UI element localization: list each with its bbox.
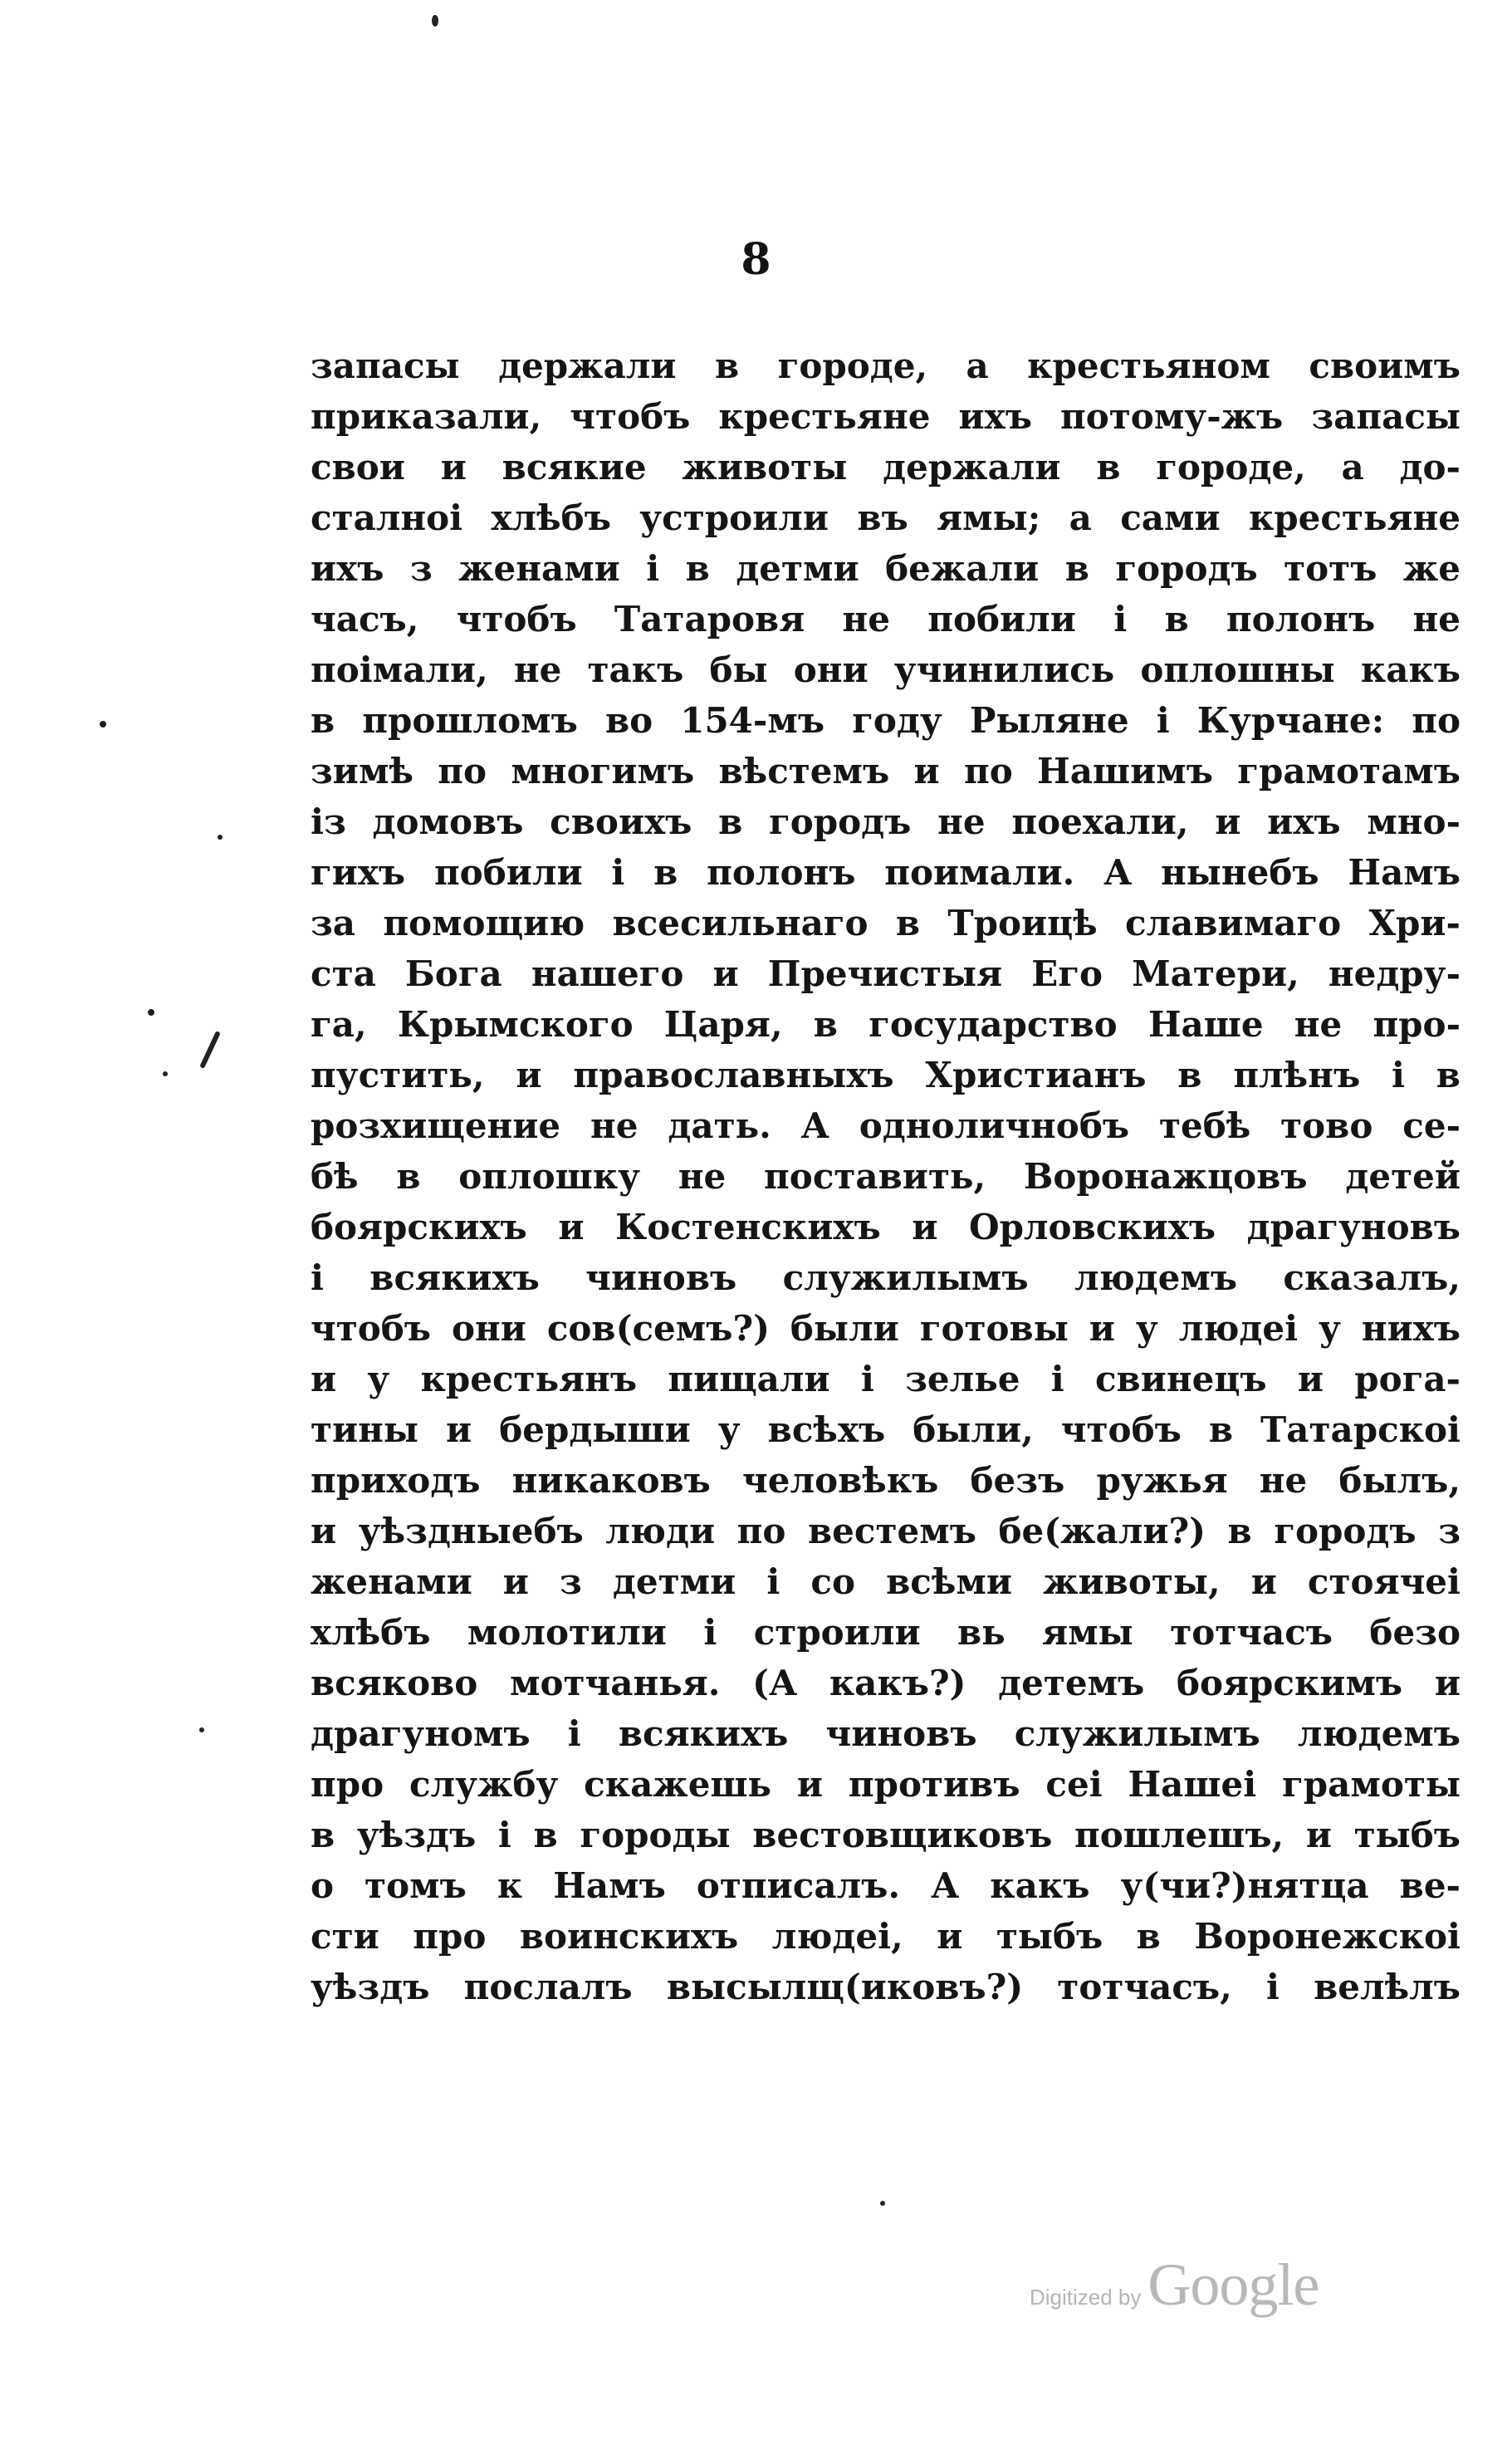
text-line: уѣздъ послалъ высылщ(иковъ?) тотчасъ, i велѣлъ: [311, 1967, 1461, 2007]
text-line: iз домовъ своихъ в городъ не поехали, и ихъ мно-: [311, 801, 1461, 842]
text-line: всяково мотчанья. (А какъ?) детемъ боярскимъ и: [311, 1663, 1461, 1703]
text-line: розхищение не дать. А одноличнобъ тебѣ тово се-: [311, 1105, 1461, 1146]
text-line: бѣ в оплошку не поставить, Воронажцовъ детей: [311, 1156, 1461, 1197]
text-line: свои и всякие животы держали в городе, а до-: [311, 447, 1461, 488]
text-line: пустить, и православныхъ Христианъ в плѣнъ i в: [311, 1055, 1461, 1095]
text-line: хлѣбъ молотили i строили вь ямы тотчасъ безо: [311, 1612, 1461, 1653]
scan-speck: [199, 1031, 221, 1069]
digitized-watermark: [1030, 2251, 1319, 2320]
text-line: тины и бердыши у всѣхъ были, чтобъ в Татарскоi: [311, 1409, 1461, 1450]
text-line: сталноi хлѣбъ устроили въ ямы; а сами крестьяне: [311, 497, 1461, 538]
watermark-prefix: Digitized by: [1030, 2285, 1142, 2310]
text-line: драгуномъ i всякихъ чиновъ служилымъ людемъ: [311, 1713, 1461, 1754]
text-line: в уѣздъ i в городы вестовщиковъ пошлешъ, и тыбъ: [311, 1815, 1461, 1855]
scan-speck: [199, 1727, 204, 1732]
scan-speck: [880, 2201, 885, 2206]
text-line: сти про воинскихъ людеi, и тыбъ в Воронежскоi: [311, 1916, 1461, 1957]
text-line: га, Крымского Царя, в государство Наше не про-: [311, 1004, 1461, 1045]
text-line: запасы держали в городе, а крестьяном своимъ: [311, 345, 1461, 386]
text-line: в прошломъ во 154-мъ году Рыляне i Курчане: по: [311, 700, 1461, 741]
text-line: ихъ з женами i в детми бежали в городъ тотъ же: [311, 548, 1461, 589]
text-line: i всякихъ чиновъ служилымъ людемъ сказалъ,: [311, 1257, 1461, 1298]
text-line: поiмали, не такъ бы они учинились оплошны какъ: [311, 649, 1461, 690]
text-line: зимѣ по многимъ вѣстемъ и по Нашимъ грамотамъ: [311, 751, 1461, 791]
text-line: гихъ побили i в полонъ поимали. А нынебъ Намъ: [311, 852, 1461, 893]
body-text: [311, 341, 1461, 2012]
text-line: за помощию всесильнаго в Троицѣ славимаго Хри-: [311, 903, 1461, 943]
text-line: приходъ никаковъ человѣкъ безъ ружья не былъ,: [311, 1460, 1461, 1501]
text-line: часъ, чтобъ Татаровя не побили i в полонъ не: [311, 599, 1461, 639]
text-line: и уѣздныебъ люди по вестемъ бе(жали?) в городъ з: [311, 1511, 1461, 1551]
scan-speck: [218, 835, 223, 840]
text-line: про службу скажешь и противъ сеi Нашеi грамоты: [311, 1764, 1461, 1805]
text-line: женами и з детми i со всѣми животы, и стоячеi: [311, 1561, 1461, 1602]
google-logo: Google: [1147, 2251, 1319, 2318]
text-line: боярскихъ и Костенскихъ и Орловскихъ драгуновъ: [311, 1207, 1461, 1247]
text-line: ста Бога нашего и Пречистыя Его Матери, недру-: [311, 953, 1461, 994]
text-line: чтобъ они сов(семъ?) были готовы и у людеi у нихъ: [311, 1308, 1461, 1349]
scan-speck: [432, 15, 438, 27]
text-line: о томъ к Намъ отписалъ. А какъ у(чи?)нятца ве-: [311, 1865, 1461, 1906]
text-line: и у крестьянъ пищали i зелье i свинецъ и рога-: [311, 1359, 1461, 1399]
scan-speck: [163, 1071, 168, 1076]
page-number: 8: [741, 234, 771, 285]
scan-speck: [148, 1009, 154, 1016]
scan-speck: [100, 721, 106, 728]
text-line: приказали, чтобъ крестьяне ихъ потому-жъ запасы: [311, 396, 1461, 437]
